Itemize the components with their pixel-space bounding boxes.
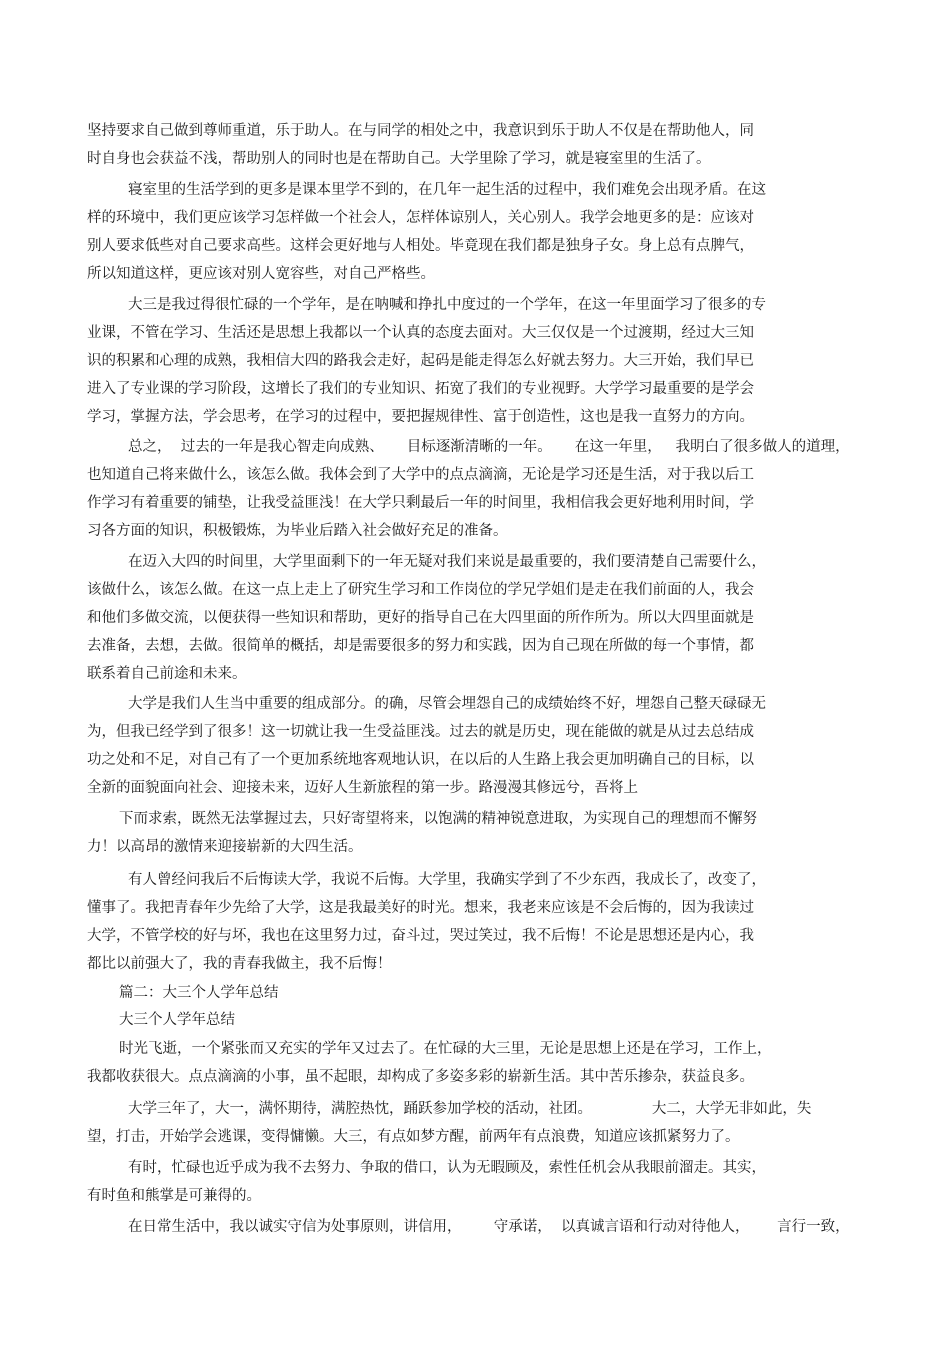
text-line: 联系着自己前途和未来。 bbox=[87, 666, 247, 682]
text-line: 大学是我们人生当中重要的组成部分。的确，尽管会埋怨自己的成绩始终不好，埋怨自己整天碌碌无 bbox=[128, 696, 766, 712]
text-line: 所以知道这样，更应该对别人宽容些，对自己严格些。 bbox=[87, 266, 435, 282]
text-line: 总之， 过去的一年是我心智走向成熟、 目标逐渐清晰的一年。 在这一年里， 我明白了很多做人的道理， bbox=[128, 439, 850, 455]
text-line: 在日常生活中，我以诚实守信为处事原则，讲信用， 守承诺， 以真诚言语和行动对待他人， 言行一致， bbox=[128, 1219, 850, 1235]
text-line: 有时鱼和熊掌是可兼得的。 bbox=[87, 1188, 261, 1204]
text-line: 为，但我已经学到了很多！这一切就让我一生受益匪浅。过去的就是历史，现在能做的就是从过去总结成 bbox=[87, 724, 754, 740]
section-title: 大三个人学年总结 bbox=[119, 1012, 235, 1028]
text-line: 去准备，去想，去做。很简单的概括，却是需要很多的努力和实践，因为自己现在所做的每一个事情，都 bbox=[87, 638, 754, 654]
text-line: 望，打击，开始学会逃课，变得慵懒。大三，有点如梦方醒，前两年有点浪费，知道应该抓紧努力了。 bbox=[87, 1129, 740, 1145]
text-line: 和他们多做交流，以便获得一些知识和帮助，更好的指导自己在大四里面的所作所为。所以大四里面就是 bbox=[87, 610, 754, 626]
text-line: 有时，忙碌也近乎成为我不去努力、争取的借口，认为无暇顾及，索性任机会从我眼前溜走。其实， bbox=[128, 1160, 766, 1176]
text-line: 别人要求低些对自己要求高些。这样会更好地与人相处。毕竟现在我们都是独身子女。身上总有点脾气， bbox=[87, 238, 754, 254]
text-line: 在迈入大四的时间里，大学里面剩下的一年无疑对我们来说是最重要的，我们要清楚自己需要什么， bbox=[128, 554, 766, 570]
text-line: 进入了专业课的学习阶段，这增长了我们的专业知识、拓宽了我们的专业视野。大学学习最重要的是学会 bbox=[87, 381, 754, 397]
text-line: 坚持要求自己做到尊师重道，乐于助人。在与同学的相处之中，我意识到乐于助人不仅是在帮助他人，同 bbox=[87, 123, 754, 139]
text-line: 功之处和不足，对自己有了一个更加系统地客观地认识，在以后的人生路上我会更加明确自己的目标，以 bbox=[87, 752, 754, 768]
text-line: 寝室里的生活学到的更多是课本里学不到的，在几年一起生活的过程中，我们难免会出现矛盾。在这 bbox=[128, 182, 766, 198]
text-line: 都比以前强大了，我的青春我做主，我不后悔！ bbox=[87, 956, 392, 972]
text-line: 大学三年了，大一，满怀期待，满腔热忱，踊跃参加学校的活动，社团。 大二，大学无非如此，失 bbox=[128, 1101, 812, 1117]
text-line: 有人曾经问我后不后悔读大学，我说不后悔。大学里，我确实学到了不少东西，我成长了，改变了， bbox=[128, 872, 766, 888]
text-line: 也知道自己将来做什么，该怎么做。我体会到了大学中的点点滴滴，无论是学习还是生活，对于我以后工 bbox=[87, 467, 754, 483]
text-line: 时自身也会获益不浅，帮助别人的同时也是在帮助自己。大学里除了学习，就是寝室里的生活了。 bbox=[87, 151, 711, 167]
section-heading: 篇二：大三个人学年总结 bbox=[119, 985, 279, 1001]
text-line: 样的环境中，我们更应该学习怎样做一个社会人，怎样体谅别人，关心别人。我学会地更多的是：应该对 bbox=[87, 210, 754, 226]
text-line: 该做什么，该怎么做。在这一点上走上了研究生学习和工作岗位的学兄学姐们是走在我们前面的人，我会 bbox=[87, 582, 754, 598]
text-line: 时光飞逝，一个紧张而又充实的学年又过去了。在忙碌的大三里，无论是思想上还是在学习，工作上， bbox=[119, 1041, 772, 1057]
text-line: 学习，掌握方法，学会思考，在学习的过程中，要把握规律性、富于创造性，这也是我一直努力的方向。 bbox=[87, 409, 754, 425]
text-line: 作学习有着重要的铺垫，让我受益匪浅！在大学只剩最后一年的时间里，我相信我会更好地利用时间，学 bbox=[87, 495, 754, 511]
text-line: 习各方面的知识，积极锻炼，为毕业后踏入社会做好充足的准备。 bbox=[87, 523, 508, 539]
text-line: 识的积累和心理的成熟，我相信大四的路我会走好，起码是能走得怎么好就去努力。大三开始，我们早已 bbox=[87, 353, 754, 369]
text-line: 大学，不管学校的好与坏，我也在这里努力过，奋斗过，哭过笑过，我不后悔！不论是思想还是内心，我 bbox=[87, 928, 754, 944]
text-line: 下而求索，既然无法掌握过去，只好寄望将来，以饱满的精神锐意进取，为实现自己的理想而不懈努 bbox=[119, 811, 757, 827]
text-line: 懂事了。我把青春年少先给了大学，这是我最美好的时光。想来，我老来应该是不会后悔的，因为我读过 bbox=[87, 900, 754, 916]
text-line: 业课，不管在学习、生活还是思想上我都以一个认真的态度去面对。大三仅仅是一个过渡期，经过大三知 bbox=[87, 325, 754, 341]
text-line: 力！以高昂的激情来迎接崭新的大四生活。 bbox=[87, 839, 363, 855]
text-line: 大三是我过得很忙碌的一个学年，是在呐喊和挣扎中度过的一个学年，在这一年里面学习了很多的专 bbox=[128, 297, 766, 313]
text-line: 全新的面貌面向社会、迎接未来，迈好人生新旅程的第一步。路漫漫其修远兮，吾将上 bbox=[87, 780, 638, 796]
text-line: 我都收获很大。点点滴滴的小事，虽不起眼，却构成了多姿多彩的崭新生活。其中苦乐掺杂，获益良多。 bbox=[87, 1069, 754, 1085]
